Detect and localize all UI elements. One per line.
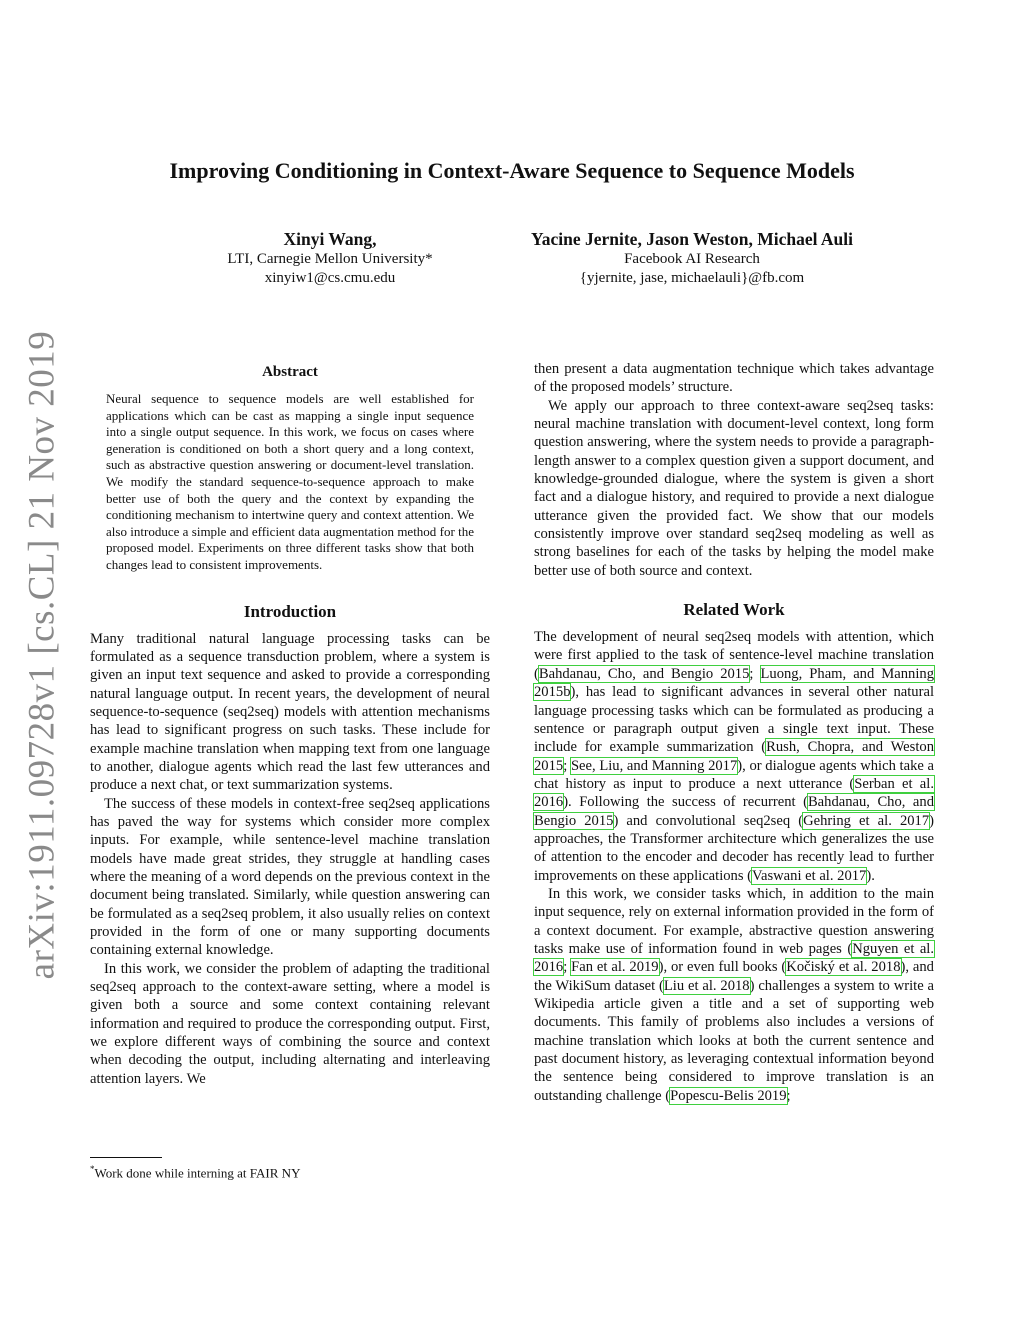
text-span: ) challenges a system to write a Wikipedia article given a title and a set of supporting web documents. This family of problems also includes a versions of machine translation which looks at both the current sentence and past document history, as leveraging contextual information beyond the sentence being considered to improve translation is an outstanding challenge ( <box>534 977 935 1104</box>
text-span: ), or even full books ( <box>658 959 787 976</box>
author-block-2 <box>480 228 904 288</box>
footnote-marker: * <box>90 1164 95 1174</box>
text-span: The development of neural seq2seq models with attention, which were first applied to the task of sentence-level machine translation ( <box>534 629 934 682</box>
citation-link[interactable]: Fan et al. 2019 <box>571 959 659 976</box>
introduction-heading: Introduction <box>243 601 337 621</box>
citation-link[interactable]: Serban et al. 2016 <box>534 775 934 811</box>
text-span: ), has lead to significant advances in several other natural language processing tasks which can be formulated as producing a sentence or paragraph output given a single text input. These include for example summarization ( <box>534 684 934 756</box>
author-affiliation: LTI, Carnegie Mellon University* <box>227 251 433 267</box>
author-email: xinyiw1@cs.cmu.edu <box>264 270 396 286</box>
author-block-1 <box>180 228 480 288</box>
intro-paragraph-1: Many traditional natural language processing tasks can be formulated as a sequence transduction problem, where a system is given an input text sequence and asked to provide a corresponding natural language output. In recent years, the development of neural sequence-to-sequence (seq2seq) models with attention mechanisms has lead to significant progress on such tasks. These include for example machine translation when mapping text from one language to another, dialogue agents which read the last few utterances and produce a next chat, or text summarization systems. <box>90 630 490 794</box>
related-work-paragraph-2 <box>534 885 934 1105</box>
text-span: ; <box>563 959 572 976</box>
citation-link[interactable]: Rush, Chopra, and Weston 2015 <box>534 739 934 774</box>
text-span: ) approaches, the Transformer architecture which generalizes the use of attention to the encoder and decoder has recently lead to further improvements on these applications ( <box>534 812 935 884</box>
citation-link[interactable]: Kočiský et al. 2018 <box>786 959 901 976</box>
citation-link[interactable]: Nguyen et al. 2016 <box>534 940 935 976</box>
arxiv-identifier: arXiv:1911.09728v1 [cs.CL] 21 Nov 2019 <box>21 330 63 980</box>
text-span: ; <box>563 757 571 774</box>
text-span: ), or dialogue agents which take a chat history as input to produce a next utterance ( <box>534 757 935 792</box>
citation-link[interactable]: Bahdanau, Cho, and Bengio 2015 <box>534 794 934 829</box>
abstract-text: Neural sequence to sequence models are well established for applications which can be cast as mapping a single input sequence into a single output sequence. In this work, we focus on cases where generation is conditioned on both a short query and a long context, such as abstractive question answering or document-level translation. We modify the standard sequence-to-sequence approach to make better use of both the query and the context by expanding the conditioning mechanism to intertwine query and context attention. We also introduce a simple and efficient data augmentation method for the proposed model. Experiments on three different tasks show that both changes lead to consistent improvements. <box>106 391 474 572</box>
intro-paragraph-2: The success of these models in context-free seq2seq applications has paved the way for systems which consider more complex inputs. For example, while sentence-level machine translation models have made great strides, they struggle at handling cases where the meaning of a word depends on the previous context in the document being translated. Similarly, while question answering can be formulated as a seq2seq problem, it also usually relies on context provided in the form of one or many supporting documents containing external knowledge. <box>90 795 490 959</box>
paper-title: Improving Conditioning in Context-Aware Sequence to Sequence Models <box>169 158 855 183</box>
text-span: ). Following the success of recurrent ( <box>563 794 808 811</box>
citation-link[interactable]: Bahdanau, Cho, and Bengio 2015 <box>538 665 750 682</box>
text-span: ), and the WikiSum dataset ( <box>534 959 934 994</box>
intro-tasks-paragraph: We apply our approach to three context-aware seq2seq tasks: neural machine translation with document-level context, long form question answering, where the system needs to provide a paragraph-length answer to a complex question given a support document, and knowledge-grounded dialogue, where the system is given a short fact and a dialogue history, and required to provide a next dialogue utterance given the provided fact. We show that our models consistently improve over standard seq2seq modeling as well as strong baselines for each of the tasks by helping the model make better use of both source and context. <box>534 397 934 579</box>
text-span: ; <box>786 1087 791 1104</box>
citation-link[interactable]: Popescu-Belis 2019 <box>670 1087 787 1104</box>
intro-paragraph-3: In this work, we consider the problem of adapting the traditional seq2seq approach to the context-aware setting, where a model is given both a source and some context containing relevant information and required to produce the corresponding output. First, we explore different ways of combining the source and context when decoding the output, including alternating and interleaving attention layers. We <box>90 960 490 1087</box>
text-span: ) and convolutional seq2seq ( <box>613 812 804 829</box>
footnote-divider <box>90 1157 162 1158</box>
citation-link[interactable]: See, Liu, and Manning 2017 <box>570 757 738 774</box>
related-work-paragraph-1 <box>534 628 934 885</box>
text-span: ; <box>749 665 761 682</box>
footnote-text: Work done while interning at FAIR NY <box>94 1165 301 1181</box>
author-email: {yjernite, jase, michaelauli}@fb.com <box>579 270 805 286</box>
citation-link[interactable]: Vaswani et al. 2017 <box>752 867 867 884</box>
left-column <box>90 360 490 1088</box>
citation-link[interactable]: Luong, Pham, and Manning 2015b <box>534 665 935 701</box>
right-column <box>534 360 934 1105</box>
abstract-heading: Abstract <box>262 364 318 380</box>
author-name: Xinyi Wang, <box>283 229 377 249</box>
author-affiliation: Facebook AI Research <box>624 251 760 267</box>
intro-continued-paragraph: then present a data augmentation technique which takes advantage of the proposed models’ structure. <box>534 361 934 396</box>
text-span: ). <box>866 867 875 884</box>
author-name: Yacine Jernite, Jason Weston, Michael Auli <box>531 229 853 249</box>
citation-link[interactable]: Gehring et al. 2017 <box>803 812 930 829</box>
related-work-heading: Related Work <box>683 600 785 620</box>
citation-link[interactable]: Liu et al. 2018 <box>663 977 750 994</box>
footnote <box>90 1161 490 1181</box>
text-span: In this work, we consider tasks which, in addition to the main input sequence, rely on external information provided in the form of a context document. For example, abstractive question answering tasks make use of information found in web pages ( <box>534 885 934 957</box>
